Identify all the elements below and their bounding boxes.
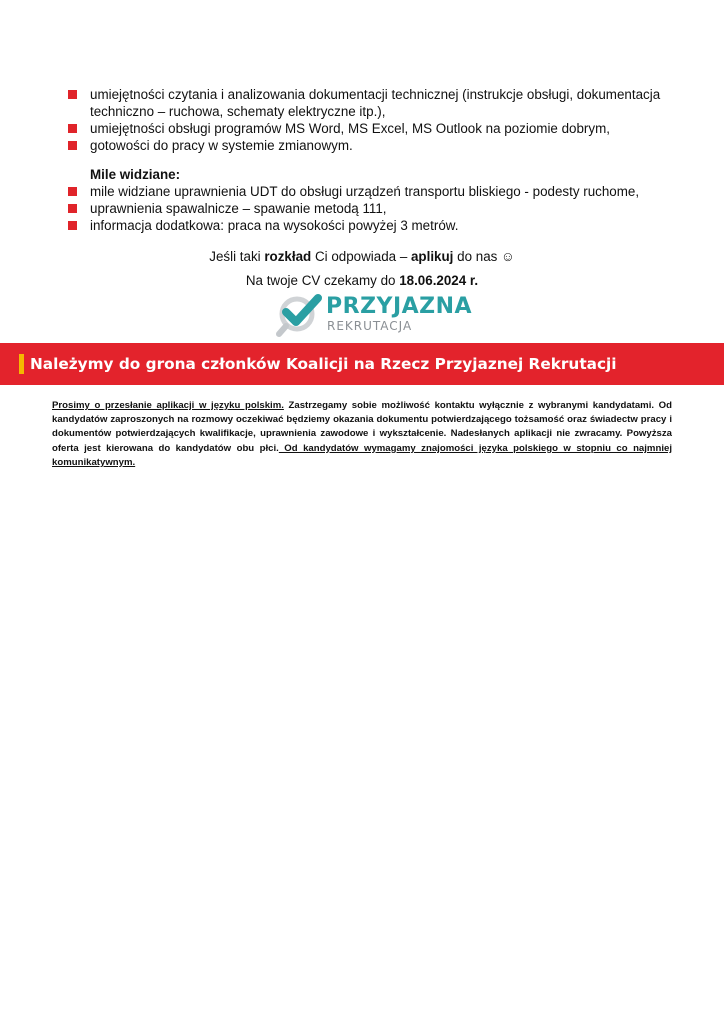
list-item [66,183,676,200]
list-item [66,86,676,120]
nice-to-have-list [66,183,676,234]
red-square-bullet-icon [68,90,77,99]
list-item-text: gotowości do pracy w systemie zmianowym. [90,138,353,153]
list-item-text: uprawnienia spawalnicze – spawanie metodą 111, [90,201,387,216]
cv-deadline [0,272,724,289]
list-item-text: umiejętności czytania i analizowania dokumentacji technicznej (instrukcje obsługi, dokumentacja techniczno – ruchowa, schematy elektryczne itp.), [90,87,661,119]
apply-text: Ci odpowiada – [311,249,411,264]
banner-text: Należymy do grona członków Koalicji na Rzecz Przyjaznej Rekrutacji [30,355,617,373]
przyjazna-rekrutacja-logo [276,294,473,338]
yellow-marker-icon [19,354,24,374]
apply-text: do nas ☺ [453,249,515,264]
apply-text: Jeśli taki [209,249,265,264]
red-square-bullet-icon [68,221,77,230]
disclaimer-underlined-language: Prosimy o przesłanie aplikacji w języku polskim. [52,400,284,411]
disclaimer-underlined-polish-requirement: Od kandydatów wymagamy znajomości języka polskiego w stopniu co najmniej komunikatywnym. [52,442,672,468]
legal-disclaimer [52,399,672,470]
red-square-bullet-icon [68,124,77,133]
logo-text-sub: REKRUTACJA [327,319,413,333]
coalition-banner [0,343,724,385]
deadline-text: Na twoje CV czekamy do [245,273,400,288]
apply-bold-apply: aplikuj [410,249,454,264]
logo-text-main: PRZYJAZNA [326,294,473,319]
list-item [66,217,676,234]
red-square-bullet-icon [68,204,77,213]
apply-invitation [0,248,724,265]
red-square-bullet-icon [68,141,77,150]
list-item-text: mile widziane uprawnienia UDT do obsługi urządzeń transportu bliskiego - podesty ruchome, [90,184,640,199]
magnifier-check-icon [276,294,328,338]
deadline-date: 18.06.2024 r. [399,273,479,288]
nice-to-have-heading: Mile widziane: [90,167,181,182]
list-item [66,137,676,154]
list-item [66,120,676,137]
list-item-text: informacja dodatkowa: praca na wysokości powyżej 3 metrów. [90,218,459,233]
requirements-list [66,86,676,154]
list-item [66,200,676,217]
disclaimer-text: Zastrzegamy sobie możliwość kontaktu wyłącznie z wybranymi kandydatami. Od kandydatów zaproszonych na rozmowy oczekiwać będziemy okazania dokumentu potwierdzającego tożsamość oraz świadectw pracy i dokumentów potwierdzających kwalifikacje, uprawnienia zawodowe i wykształcenie. Nadesłanych aplikacji nie zwracamy. Powyższa oferta jest kierowana do kandydatów obu płci. [52,400,672,454]
apply-bold-schedule: rozkład [264,249,312,264]
red-square-bullet-icon [68,187,77,196]
list-item-text: umiejętności obsługi programów MS Word, MS Excel, MS Outlook na poziomie dobrym, [90,121,610,136]
